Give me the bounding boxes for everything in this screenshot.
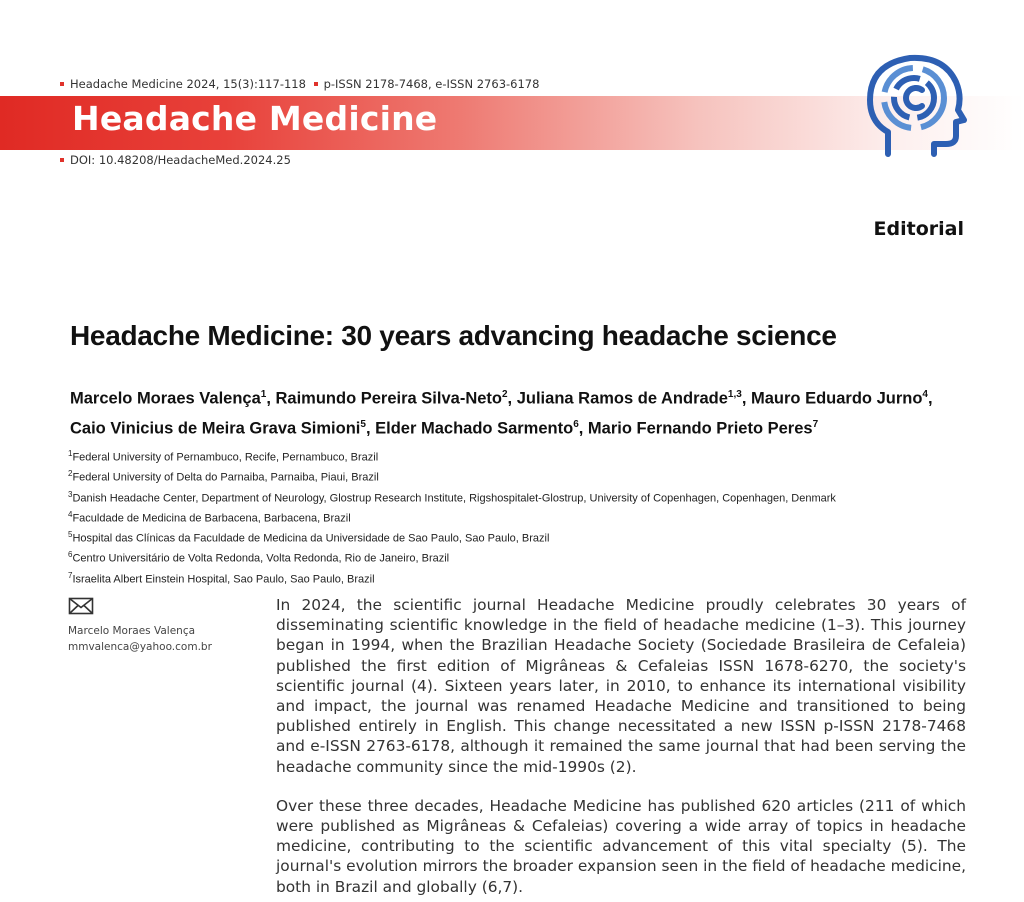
doi-text: DOI: 10.48208/HeadacheMed.2024.25 xyxy=(70,153,291,167)
author-name: Mauro Eduardo Jurno xyxy=(751,389,923,408)
article-type: Editorial xyxy=(873,218,964,240)
bullet-icon xyxy=(314,82,318,86)
affiliation-text: Federal University of Delta do Parnaiba, Parnaiba, Piaui, Brazil xyxy=(72,471,379,484)
affiliation-text: Centro Universitário de Volta Redonda, Volta Redonda, Rio de Janeiro, Brazil xyxy=(72,552,450,565)
citation-text: Headache Medicine 2024, 15(3):117-118 xyxy=(70,77,306,91)
correspondence-email-link[interactable]: mmvalenca@yahoo.com.br xyxy=(68,641,212,653)
author-affil-mark: 2 xyxy=(501,389,508,400)
affiliation-text: Federal University of Pernambuco, Recife, Pernambuco, Brazil xyxy=(72,451,379,464)
author-list: Marcelo Moraes Valença$^1$, Raimundo Pereira Silva-Neto$^2$, Juliana Ramos de Andrade$^{1,3}$, Mauro Eduardo Jurno$^4$, Caio Vinicius de Meira Grava Simioni$^5$, Elder Machado Sarmento$^6$, Mario Fernando Prieto Peres$^7$ xyxy=(70,389,933,437)
affiliation-text: Hospital das Clínicas da Faculdade de Medicina da Universidade de Sao Paulo, Sao Paulo, Brazil xyxy=(72,532,550,545)
affiliation-item xyxy=(68,527,836,547)
author-name: Mario Fernando Prieto Peres xyxy=(587,419,813,437)
citation-line xyxy=(60,77,539,91)
bullet-icon xyxy=(60,158,64,162)
body-paragraph: Over these three decades, Headache Medicine has published 620 articles (211 of which were published as Migrâneas & Cefaleias) covering a wide array of topics in headache medicine, contributing to the scientific advancement of this vital specialty (5). The journal's evolution mirrors the broader expansion seen in the field of headache medicine, both in Brazil and globally (6,7). xyxy=(276,796,966,896)
affiliation-mark: 3 xyxy=(68,489,73,499)
author-name: Marcelo Moraes Valença xyxy=(70,389,261,408)
affiliation-mark: 5 xyxy=(68,530,73,539)
correspondence-name: Marcelo Moraes Valença xyxy=(68,625,196,637)
affiliation-item xyxy=(68,446,836,466)
affiliation-item xyxy=(68,547,836,567)
affiliation-item xyxy=(68,507,836,527)
author-name: Elder Machado Sarmento xyxy=(375,419,574,437)
article-body xyxy=(276,595,966,902)
affiliation-mark: 1 xyxy=(68,449,73,458)
issn-text: p-ISSN 2178-7468, e-ISSN 2763-6178 xyxy=(323,77,540,91)
affiliation-mark: 7 xyxy=(68,570,73,580)
author-name: Juliana Ramos de Andrade xyxy=(516,389,728,408)
affiliation-item xyxy=(68,568,836,588)
author-affil-mark: 1 xyxy=(260,389,267,400)
affiliation-item xyxy=(68,487,836,507)
bullet-icon xyxy=(60,82,64,86)
author-name: Caio Vinicius de Meira Grava Simioni xyxy=(70,419,361,437)
author-affil-mark: 6 xyxy=(573,418,579,430)
body-paragraph: In 2024, the scientific journal Headache Medicine proudly celebrates 30 years of disseminating scientific knowledge in the field of headache medicine (1–3). This journey began in 1994, when the Brazilian Headache Society (Sociedade Brasileira de Cefaleia) published the first edition of Migrâneas & Cefaleias ISSN 1678-6270, the society's scientific journal (4). Sixteen years later, in 2010, to enhance its international visibility and impact, the journal was renamed Headache Medicine and transitioned to being published entirely in English. This change necessitated a new ISSN p-ISSN 2178-7468 and e-ISSN 2763-6178, although it remained the same journal that had been serving the headache community since the mid-1990s (2). xyxy=(276,596,966,776)
head-profile-logo-icon xyxy=(858,48,974,164)
affiliation-item xyxy=(68,466,836,486)
author-name: Raimundo Pereira Silva-Neto xyxy=(275,389,502,408)
author-affil-mark: 7 xyxy=(812,418,819,430)
author-affil-mark: 5 xyxy=(360,418,366,430)
affiliation-text: Faculdade de Medicina de Barbacena, Barbacena, Brazil xyxy=(72,512,351,525)
envelope-icon xyxy=(68,597,94,615)
article-title: Headache Medicine: 30 years advancing headache science xyxy=(70,320,837,351)
affiliation-text: Israelita Albert Einstein Hospital, Sao Paulo, Sao Paulo, Brazil xyxy=(72,573,375,586)
author-affil-mark: 4 xyxy=(922,389,928,400)
journal-title: Headache Medicine xyxy=(72,99,438,138)
affiliation-mark: 4 xyxy=(68,509,73,519)
affiliation-mark: 2 xyxy=(68,469,73,479)
correspondence-block xyxy=(68,597,212,655)
affiliation-mark: 6 xyxy=(68,550,73,560)
affiliation-text: Danish Headache Center, Department of Neurology, Glostrup Research Institute, Rigshospitalet-Glostrup, University of Copenhagen, Copenhagen, Denmark xyxy=(72,492,836,505)
affiliation-list xyxy=(68,446,836,588)
doi-line xyxy=(60,153,291,167)
author-affil-mark: 1,3 xyxy=(727,389,742,400)
